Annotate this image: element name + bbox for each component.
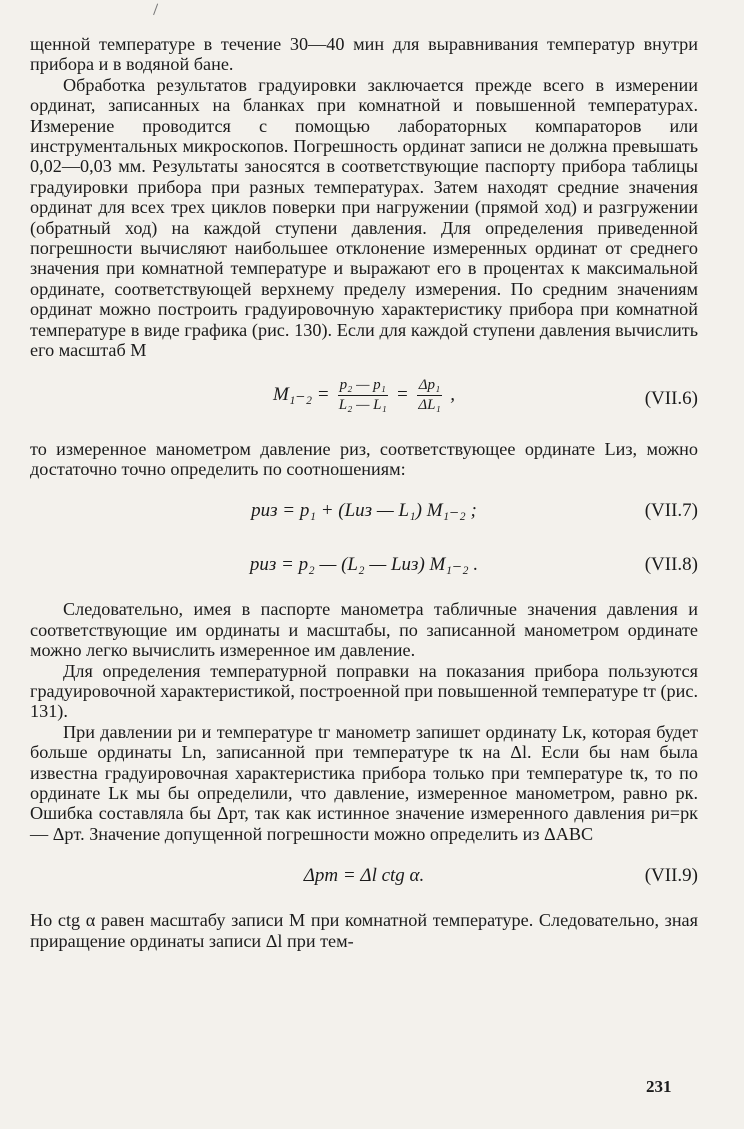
formula-vii-9-expression: Δpт = Δl ctg α. bbox=[303, 865, 425, 887]
document-page bbox=[30, 34, 698, 951]
formula-vii-6-number: (VII.6) bbox=[644, 387, 698, 409]
scan-mark bbox=[153, 4, 162, 17]
formula-vii-8 bbox=[30, 547, 698, 587]
formula-vii-6-lhs: M₁₋₂ = bbox=[272, 383, 330, 405]
paragraph-1: щенной температуре в течение 30—40 мин для выравнивания температур внутри прибора и в водяной бане. bbox=[30, 34, 698, 75]
formula-vii-7-expression: pиз = p₁ + (Lиз — L₁) M₁₋₂ ; bbox=[251, 500, 477, 522]
formula-vii-6-fraction-2 bbox=[417, 377, 443, 414]
formula-vii-7-number: (VII.7) bbox=[644, 500, 698, 522]
formula-vii-6-equals: = bbox=[395, 383, 409, 405]
paragraph-2: Обработка результатов градуировки заключается прежде всего в измерении ординат, записанных на бланках при комнатной и повышенной температурах. Измерение проводится с помощью лабораторных компараторов или инструментальных микроскопов. Погрешность ординат записи не должна превышать 0,02—0,03 мм. Результаты заносятся в соответствующие паспорту прибора таблицы градуировки прибора при разных температурах. Затем находят средние значения ординат для всех трех циклов поверки при нагружении (прямой ход) и разгружении (обратный ход) на каждой ступени давления. Для определения приведенной погрешности вычисляют наибольшее отклонение измеренных ординат от среднего значения при комнатной температуре и выражают его в процентах к максимальной ординате, соответствующей верхнему пределу измерения. По средним значениям ординат можно построить градуировочную характеристику прибора при комнатной температуре в виде графика (рис. 130). Если для каждой ступени давления вычислить его масштаб M bbox=[30, 74, 698, 361]
formula-vii-6-frac2-denominator: ΔL₁ bbox=[418, 396, 441, 413]
formula-vii-6-fraction-1 bbox=[338, 377, 388, 414]
formula-vii-6 bbox=[30, 375, 698, 427]
formula-vii-6-frac1-numerator: p₂ — p₁ bbox=[338, 377, 388, 396]
formula-vii-6-frac2-numerator: Δp₁ bbox=[417, 377, 443, 396]
paragraph-4: Следовательно, имея в паспорте манометра табличные значения давления и соответствующие им ординаты и масштабы, по записанной манометром ординате можно легко вычислить измеренное им давление. bbox=[30, 599, 698, 661]
page-number: 231 bbox=[646, 1077, 672, 1096]
paragraph-3: то измеренное манометром давление pиз, соответствующее ординате Lиз, можно достаточно точно определить по соотношениям: bbox=[30, 438, 698, 479]
formula-vii-8-expression: pиз = p₂ — (L₂ — Lиз) M₁₋₂ . bbox=[249, 554, 479, 576]
formula-vii-6-tail: , bbox=[450, 383, 456, 405]
formula-vii-9-number: (VII.9) bbox=[644, 865, 698, 887]
formula-vii-6-expression bbox=[30, 377, 698, 414]
paragraph-7: Но ctg α равен масштабу записи M при комнатной температуре. Следовательно, зная приращение ординаты записи Δl при тем- bbox=[30, 910, 698, 951]
formula-vii-8-number: (VII.8) bbox=[644, 554, 698, 576]
paragraph-6: При давлении pи и температуре tг манометр запишет ординату Lк, которая будет больше ординаты Ln, записанной при температуре tк на Δl. Если бы нам была известна градуировочная характеристика прибора только при температуре tк, то по ординате Lк мы бы определили, что давление, измеренное манометром, равно pк. Ошибка составляла бы Δpт, так как истинное значение измеренного давления pи=pк — Δpт. Значение допущенной погрешности можно определить из ΔABC bbox=[30, 721, 698, 844]
formula-vii-7 bbox=[30, 493, 698, 533]
formula-vii-6-frac1-denominator: L₂ — L₁ bbox=[338, 396, 387, 413]
paragraph-5: Для определения температурной поправки на показания прибора пользуются градуировочной характеристикой, построенной при повышенной температуре tт (рис. 131). bbox=[30, 660, 698, 722]
formula-vii-9 bbox=[30, 858, 698, 898]
